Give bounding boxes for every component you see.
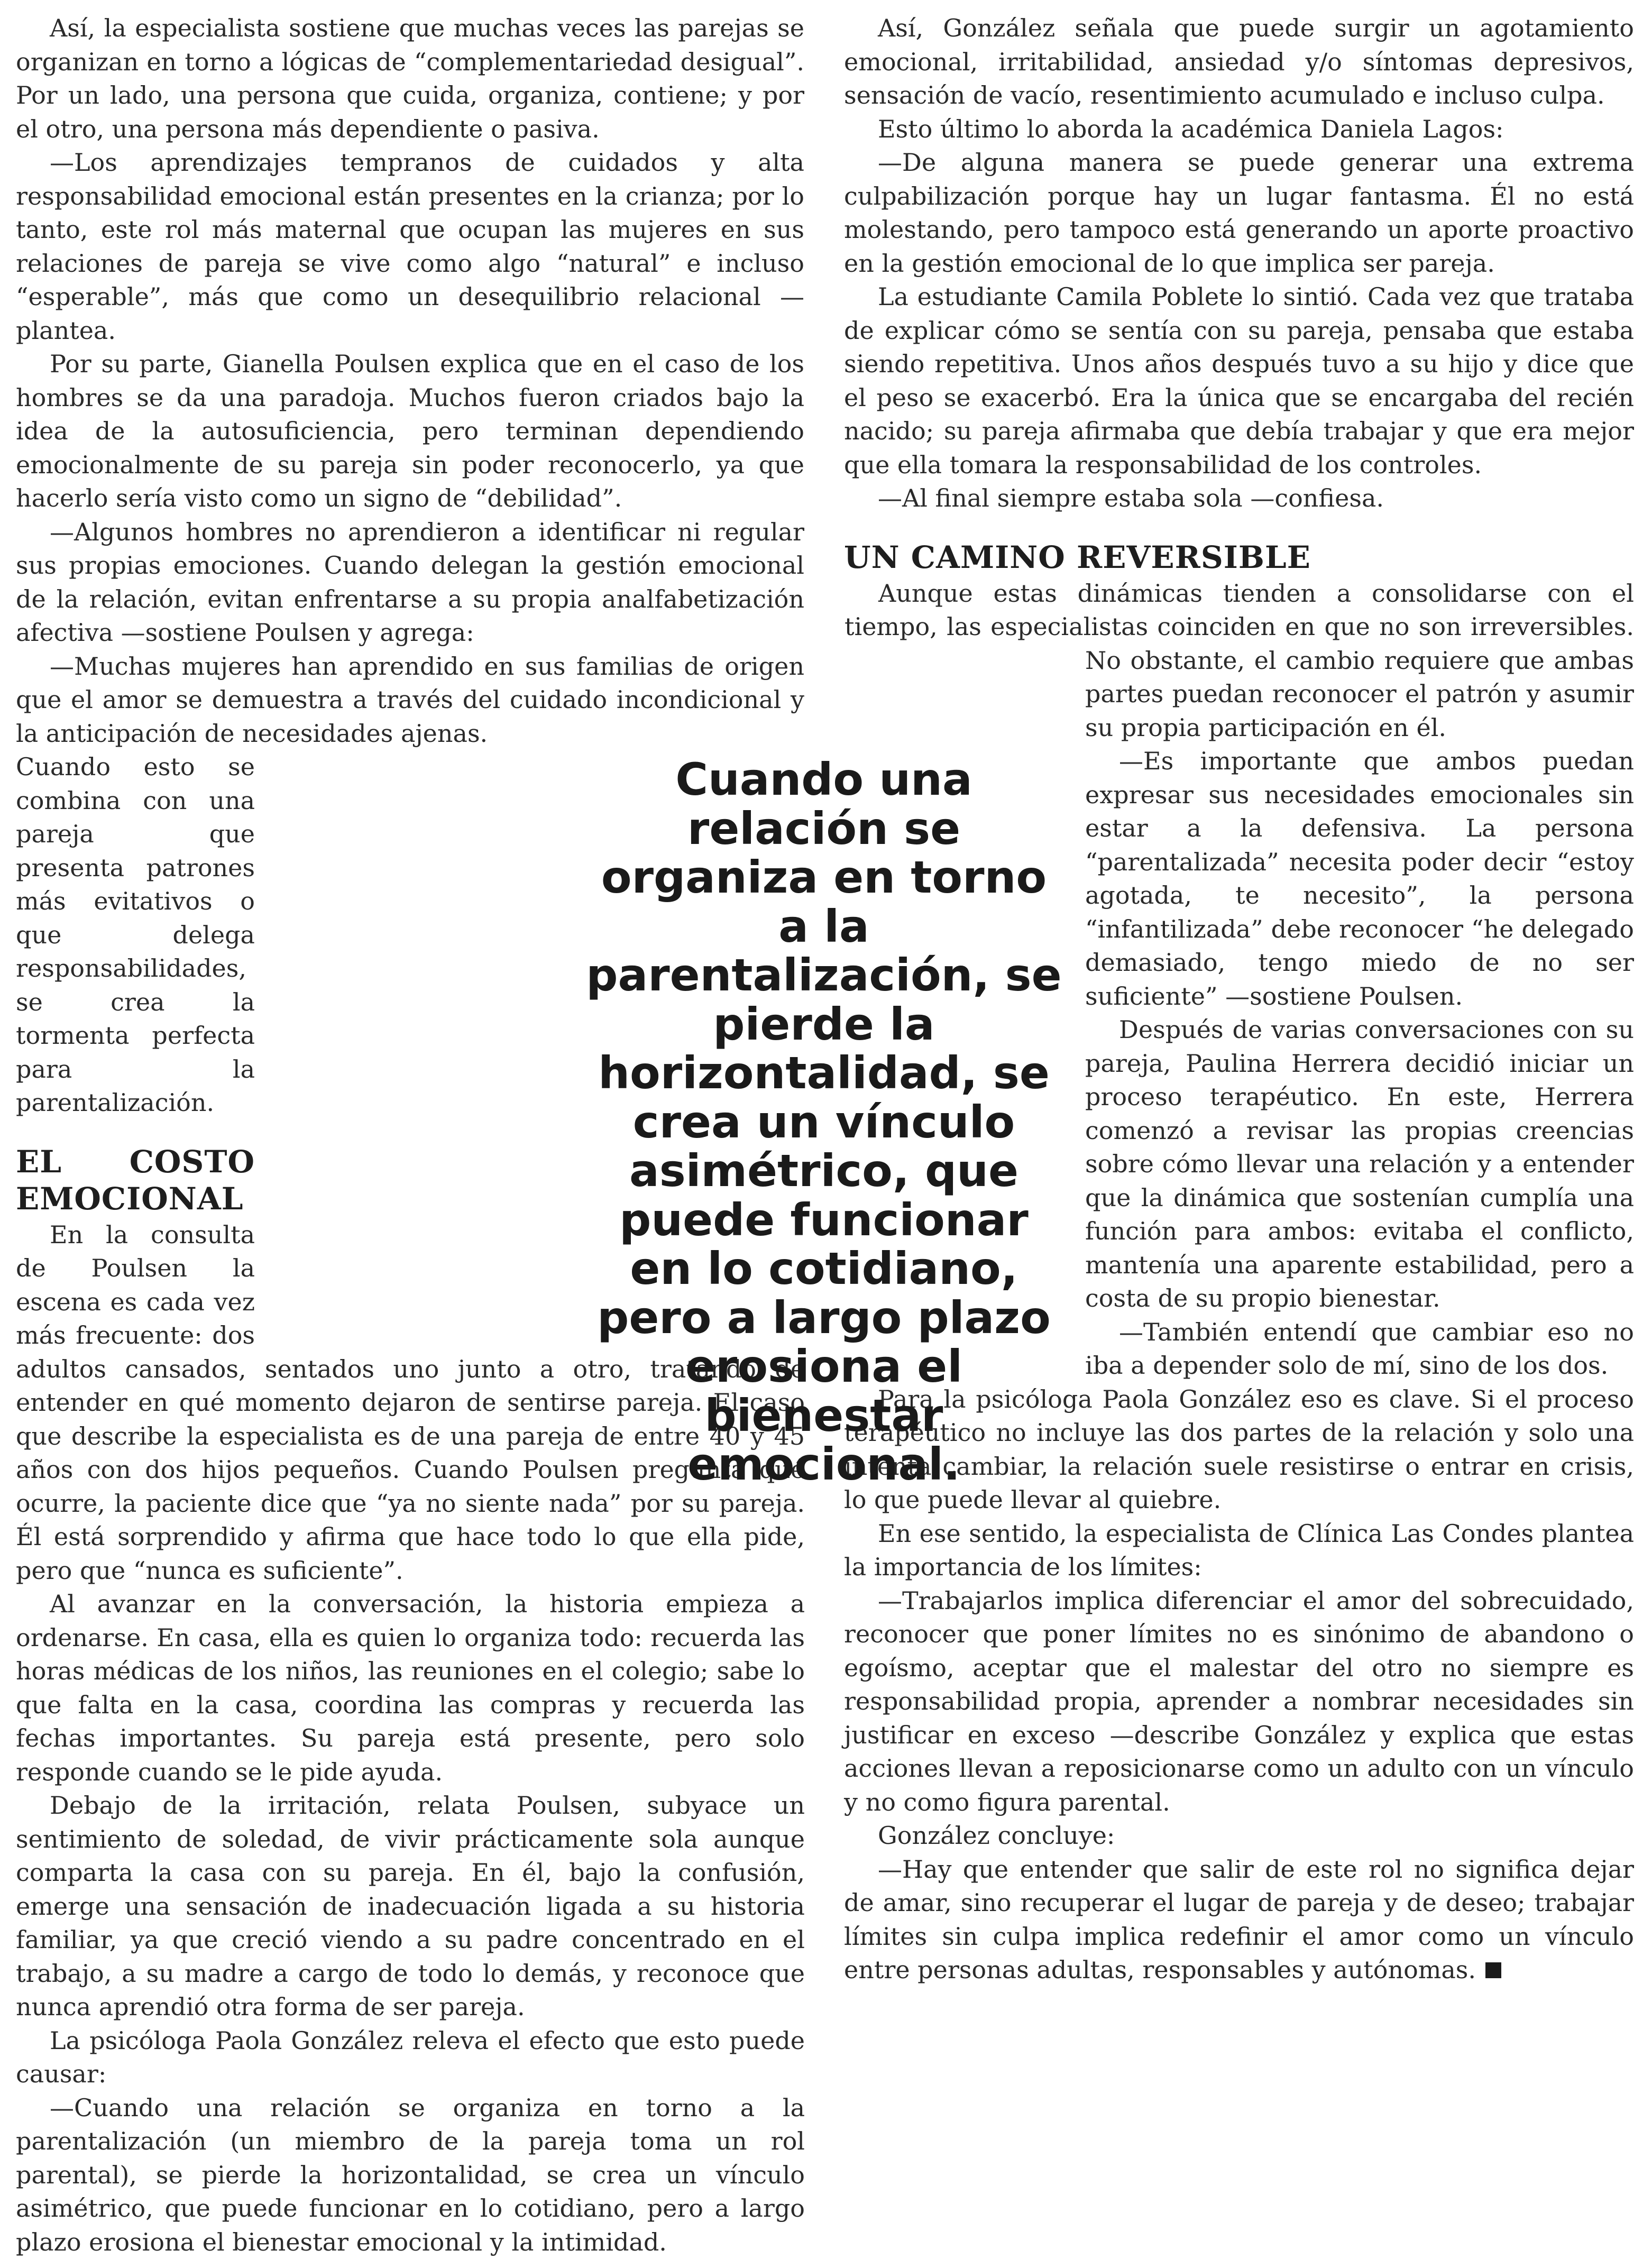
paragraph: —Es importante que ambos puedan expresar sus necesidades emocionales sin estar a la defensiva. La persona “parentalizada” necesita poder decir “estoy agotada, te necesito”, la persona “infantilizada” debe reconocer “he delegado demasiado, tengo miedo de no ser suficiente” —sostiene Poulsen. <box>844 745 1634 1013</box>
paragraph: En la consulta de Poulsen la escena es cada vez más frecuente: dos adultos cansados, sentados uno junto a otro, tratando de entender en qué momento dejaron de sentirse pareja. El caso que describe la especialista es de una pareja de entre 40 y 45 años con dos hijos pequeños. Cuando Poulsen pregunta qué ocurre, la paciente dice que “ya no siente nada” por su pareja. Él está sorprendido y afirma que hace todo lo que ella pide, pero que “nunca es suficiente”. <box>16 1218 805 1588</box>
paragraph: —Cuando una relación se organiza en torno a la parentalización (un miembro de la pareja toma un rol parental), se pierde la horizontalidad, se crea un vínculo asimétrico, que puede funcionar en lo cotidiano, pero a largo plazo erosiona el bienestar emocional y la intimidad. <box>16 2091 805 2259</box>
paragraph: —Los aprendizajes tempranos de cuidados y alta responsabilidad emocional están presentes en la crianza; por lo tanto, este rol más maternal que ocupan las mujeres en sus relaciones de pareja se vive como algo “natural” e incluso “esperable”, más que como un desequilibrio relacional —plantea. <box>16 146 805 347</box>
paragraph: Después de varias conversaciones con su pareja, Paulina Herrera decidió iniciar un proceso terapéutico. En este, Herrera comenzó a revisar las propias creencias sobre cómo llevar una relación y a entender que la dinámica que sostenían cumplía una función para ambos: evitaba el conflicto, mantenía una aparente estabilidad, pero a costa de su propio bienestar. <box>844 1013 1634 1316</box>
paragraph: Así, González señala que puede surgir un agotamiento emocional, irritabilidad, ansiedad y/o síntomas depresivos, sensación de vacío, resentimiento acumulado e incluso culpa. <box>844 12 1634 113</box>
paragraph: Debajo de la irritación, relata Poulsen, subyace un sentimiento de soledad, de vivir prácticamente sola aunque comparta la casa con su pareja. En él, bajo la confusión, emerge una sensación de inadecuación ligada a su historia familiar, ya que creció viendo a su padre concentrado en el trabajo, a su madre a cargo de todo lo demás, y reconoce que nunca aprendió otra forma de ser pareja. <box>16 1789 805 2024</box>
final-paragraph-text: —Hay que entender que salir de este rol no significa dejar de amar, sino recuperar el lugar de pareja y de deseo; trabajar límites sin culpa implica redefinir el amor como un vínculo entre personas adultas, responsables y autónomas. <box>844 1855 1634 1985</box>
paragraph: González concluye: <box>844 1819 1634 1853</box>
paragraph: Para la psicóloga Paola González eso es clave. Si el proceso terapéutico no incluye las dos partes de la relación y solo una intenta cambiar, la relación suele resistirse o entrar en crisis, lo que puede llevar al quiebre. <box>844 1383 1634 1517</box>
paragraph: Aunque estas dinámicas tienden a consolidarse con el tiempo, las especialistas coinciden en que no son irreversibles. No obstante, el cambio requiere que ambas partes puedan reconocer el patrón y asumir su propia participación en él. <box>844 577 1634 745</box>
paragraph: La estudiante Camila Poblete lo sintió. Cada vez que trataba de explicar cómo se sentía con su pareja, pensaba que estaba siendo repetitiva. Unos años después tuvo a su hijo y dice que el peso se exacerbó. Era la única que se encargaba del recién nacido; su pareja afirmaba que debía trabajar y que era mejor que ella tomara la responsabilidad de los controles. <box>844 280 1634 482</box>
paragraph: —Algunos hombres no aprendieron a identificar ni regular sus propias emociones. Cuando delegan la gestión emocional de la relación, evitan enfrentarse a su propia analfabetización afectiva —sostiene Poulsen y agrega: <box>16 516 805 650</box>
paragraph: Cuando esto se combina con una pareja que presenta patrones más evitativos o que delega responsabilidades, se crea la tormenta perfecta para la parentalización. <box>16 750 805 1120</box>
paragraph: —Trabajarlos implica diferenciar el amor del sobrecuidado, reconocer que poner límites no es sinónimo de abandono o egoísmo, aceptar que el malestar del otro no siempre es responsabilidad propia, aprender a nombrar necesidades sin justificar en exceso —describe González y explica que estas acciones llevan a reposicionarse como un adulto con un vínculo y no como figura parental. <box>844 1584 1634 1820</box>
end-mark-icon <box>1485 1962 1501 1978</box>
paragraph: La psicóloga Paola González releva el efecto que esto puede causar: <box>16 2024 805 2091</box>
section-heading-costo-emocional: EL COSTO EMOCIONAL <box>16 1143 805 1217</box>
paragraph: Por su parte, Gianella Poulsen explica que en el caso de los hombres se da una paradoja. Muchos fueron criados bajo la idea de la autosuficiencia, pero terminan dependiendo emocionalmente de su pareja sin poder reconocerlo, ya que hacerlo sería visto como un signo de “debilidad”. <box>16 347 805 516</box>
paragraph: Así, la especialista sostiene que muchas veces las parejas se organizan en torno a lógicas de “complementariedad desigual”. Por un lado, una persona que cuida, organiza, contiene; y por el otro, una persona más dependiente o pasiva. <box>16 12 805 146</box>
pull-quote: Cuando una relación se organiza en torno a la parentalización, se pierde la horizontalidad, se crea un vínculo asimétrico, que puede funcionar en lo cotidiano, pero a largo plazo erosiona el bienestar emocional. <box>586 755 1062 1489</box>
paragraph: —Muchas mujeres han aprendido en sus familias de origen que el amor se demuestra a través del cuidado incondicional y la anticipación de necesidades ajenas. <box>16 650 805 751</box>
paragraph: Esto último lo aborda la académica Daniela Lagos: <box>844 113 1634 146</box>
paragraph: —Al final siempre estaba sola —confiesa. <box>844 482 1634 516</box>
section-heading-camino-reversible: UN CAMINO REVERSIBLE <box>844 539 1634 576</box>
final-paragraph <box>844 1853 1634 1987</box>
paragraph: En ese sentido, la especialista de Clínica Las Condes plantea la importancia de los límites: <box>844 1517 1634 1584</box>
paragraph: —También entendí que cambiar eso no iba a depender solo de mí, sino de los dos. <box>844 1316 1634 1383</box>
paragraph: Al avanzar en la conversación, la historia empieza a ordenarse. En casa, ella es quien lo organiza todo: recuerda las horas médicas de los niños, las reuniones en el colegio; sabe lo que falta en la casa, coordina las compras y recuerda las fechas importantes. Su pareja está presente, pero solo responde cuando se le pide ayuda. <box>16 1587 805 1789</box>
paragraph: —De alguna manera se puede generar una extrema culpabilización porque hay un lugar fantasma. Él no está molestando, pero tampoco está generando un aporte proactivo en la gestión emocional de lo que implica ser pareja. <box>844 146 1634 280</box>
